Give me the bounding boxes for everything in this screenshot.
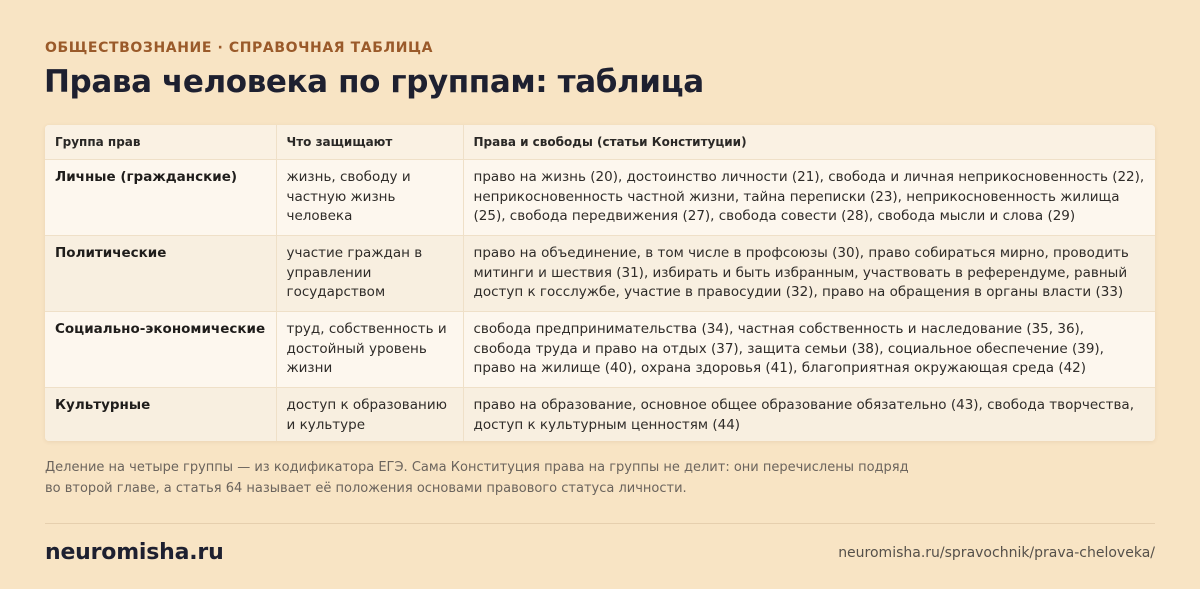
table-row [45, 236, 1155, 312]
table-row [45, 388, 1155, 442]
rights-table-card [45, 125, 1155, 441]
row-protects: жизнь, свободу и частную жизнь человека [276, 160, 463, 236]
column-header-protects: Что защищают [276, 125, 463, 160]
table-row [45, 160, 1155, 236]
column-header-group: Группа прав [45, 125, 276, 160]
footnote: Деление на четыре группы — из кодификатора ЕГЭ. Сама Конституция права на группы не делит: они перечислены подряд во второй главе, а статья 64 называет её положения основами правового статуса личности. [45, 460, 909, 496]
footer-divider [45, 523, 1155, 524]
column-header-rights: Права и свободы (статьи Конституции) [463, 125, 1155, 160]
row-protects: участие граждан в управлении государством [276, 236, 463, 312]
row-rights: право на объединение, в том числе в профсоюзы (30), право собираться мирно, проводить митинги и шествия (31), избирать и быть избранным, участвовать в референдуме, равный доступ к госслужбе, участие в правосудии (32), право на обращения в органы власти (33) [463, 236, 1155, 312]
site-logo[interactable]: neuromisha.ru [45, 540, 224, 565]
row-protects: доступ к образованию и культуре [276, 388, 463, 442]
row-protects: труд, собственность и достойный уровень жизни [276, 312, 463, 388]
table-header-row [45, 125, 1155, 160]
row-group-name: Социально-экономические [45, 312, 276, 388]
section-eyebrow: ОБЩЕСТВОЗНАНИЕ · СПРАВОЧНАЯ ТАБЛИЦА [45, 40, 434, 56]
row-group-name: Личные (гражданские) [45, 160, 276, 236]
page-title: Права человека по группам: таблица [44, 64, 704, 100]
row-rights: право на образование, основное общее образование обязательно (43), свобода творчества, доступ к культурным ценностям (44) [463, 388, 1155, 442]
rights-table [45, 125, 1155, 441]
row-group-name: Политические [45, 236, 276, 312]
row-rights: свобода предпринимательства (34), частная собственность и наследование (35, 36), свобода труда и право на отдых (37), защита семьи (38), социальное обеспечение (39), право на жилище (40), охрана здоровья (41), благоприятная окружающая среда (42) [463, 312, 1155, 388]
table-row [45, 312, 1155, 388]
page-url-link[interactable]: neuromisha.ru/spravochnik/prava-cheloveka/ [838, 545, 1155, 561]
row-rights: право на жизнь (20), достоинство личности (21), свобода и личная неприкосновенность (22), неприкосновенность частной жизни, тайна переписки (23), неприкосновенность жилища (25), свобода передвижения (27), свобода совести (28), свобода мысли и слова (29) [463, 160, 1155, 236]
row-group-name: Культурные [45, 388, 276, 442]
